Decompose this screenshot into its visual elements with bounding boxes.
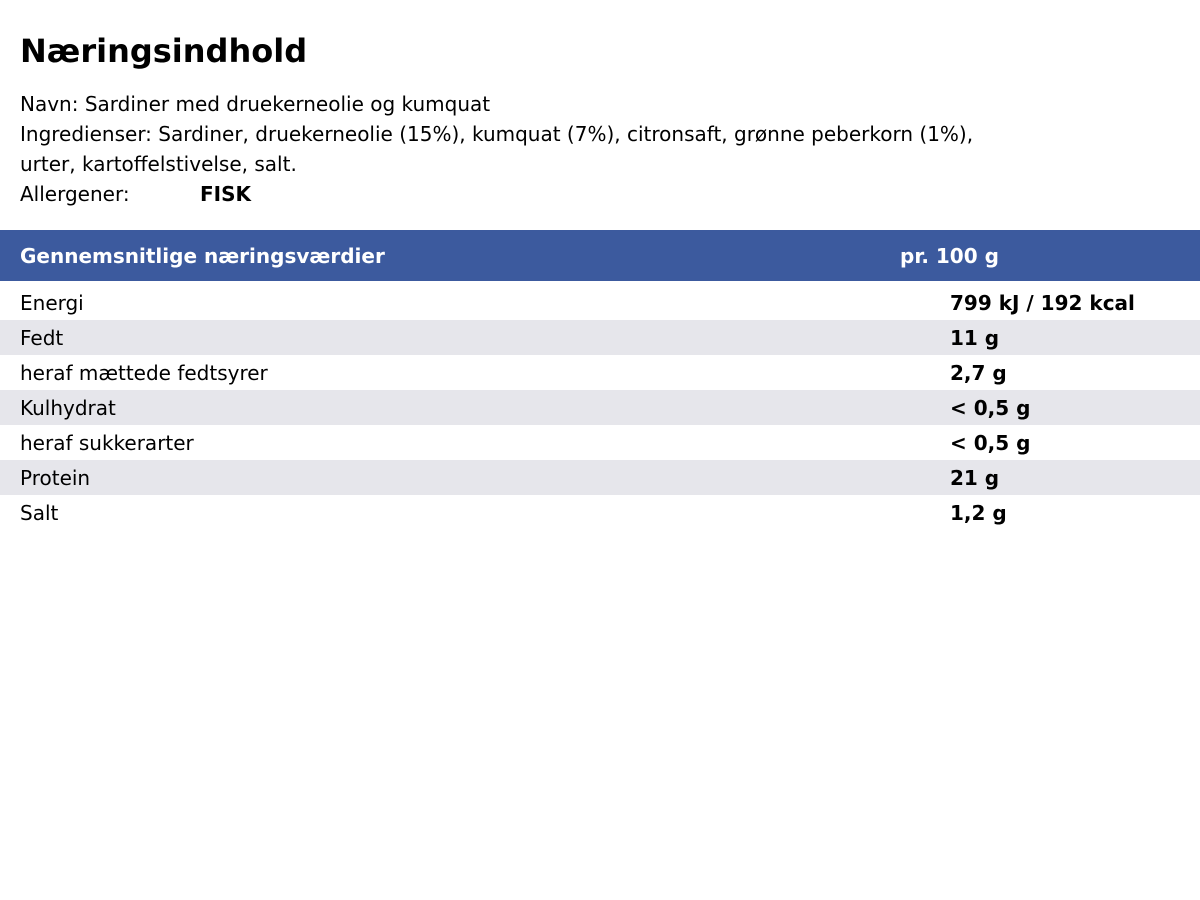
nutrition-table [0,230,1200,525]
nutrient-value: 2,7 g [950,361,1007,385]
product-name: Navn: Sardiner med druekerneolie og kumquat [20,92,491,116]
table-row [0,495,1200,530]
allergens-label: Allergener: [20,182,130,206]
allergens [20,179,1130,209]
nutrient-value: < 0,5 g [950,396,1031,420]
header-label: Gennemsnitlige næringsværdier [20,244,385,268]
page-title: Næringsindhold [20,32,308,70]
table-header [0,230,1200,281]
nutrient-value: 1,2 g [950,501,1007,525]
table-row [0,460,1200,495]
ingredients-line-2: urter, kartoffelstivelse, salt. [20,152,297,176]
product-info [20,89,1130,209]
nutrient-label: Protein [20,466,91,490]
ingredients-line-1: Ingredienser: Sardiner, druekerneolie (15%), kumquat (7%), citronsaft, grønne peberkorn (1%), [20,122,974,146]
table-row [0,355,1200,390]
table-row [0,425,1200,460]
nutrient-label: Fedt [20,326,64,350]
nutrient-label: Energi [20,291,84,315]
nutrient-label: Kulhydrat [20,396,116,420]
nutrient-value: 11 g [950,326,1000,350]
table-row [0,390,1200,425]
allergens-value: FISK [200,182,252,206]
header-value: pr. 100 g [900,244,999,268]
nutrient-value: 21 g [950,466,1000,490]
nutrient-label: Salt [20,501,59,525]
nutrient-label: heraf sukkerarter [20,431,194,455]
nutrient-label: heraf mættede fedtsyrer [20,361,268,385]
table-row [0,285,1200,320]
nutrient-value: 799 kJ / 192 kcal [950,291,1135,315]
table-body [0,285,1200,530]
table-row [0,320,1200,355]
nutrient-value: < 0,5 g [950,431,1031,455]
